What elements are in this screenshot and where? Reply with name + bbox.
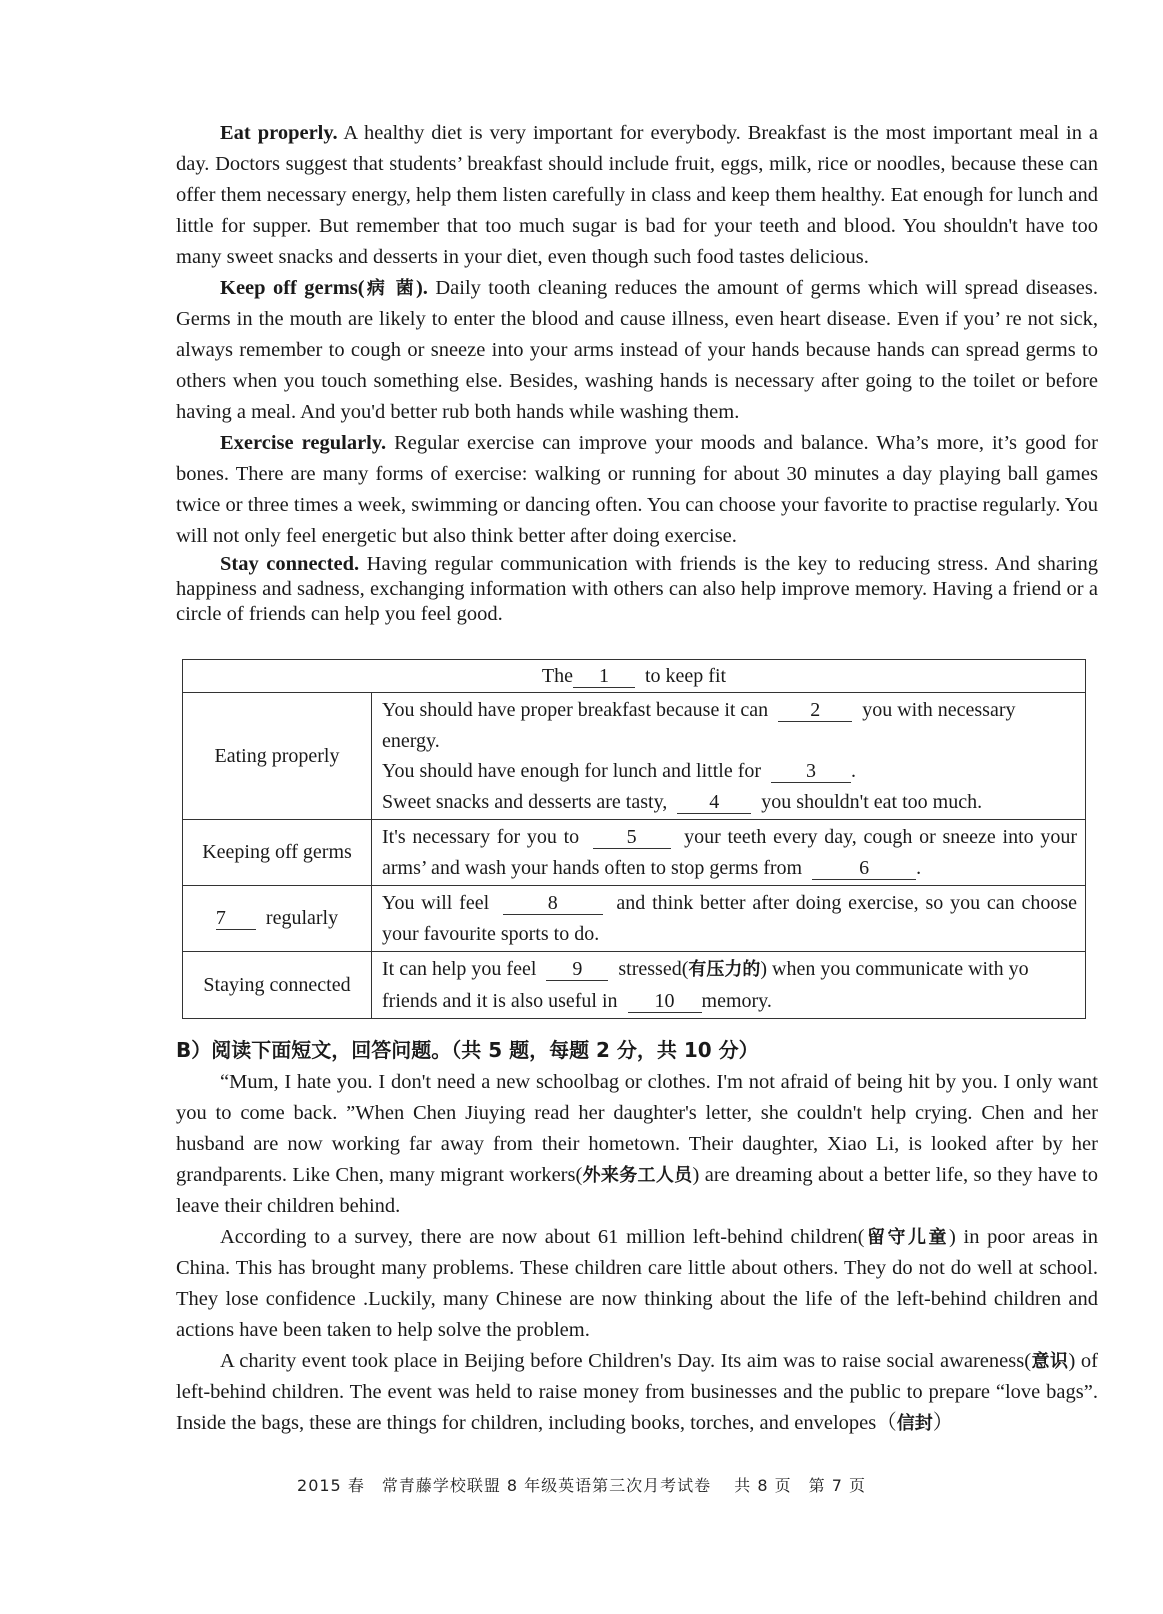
heading-keep-off-germs-cjk: 病 菌 (364, 278, 416, 299)
paragraph-stay-connected (176, 552, 1098, 627)
text-charity-c: ） (932, 1412, 954, 1434)
blank-4[interactable]: 4 (677, 791, 751, 814)
blank-9[interactable]: 9 (546, 958, 608, 981)
heading-stay-connected: Stay connected. (220, 553, 360, 575)
row-text: . (851, 760, 857, 782)
table-row (183, 693, 1086, 820)
row-text: You will feel (382, 892, 490, 914)
page-content (176, 118, 1098, 1439)
keep-fit-table (182, 659, 1086, 1019)
text-survey-b: ) in poor areas in China. This has brought many problems. These children care little about others. They do not do well at school. They lose confidence .Luckily, many Chinese are now thinking about the life of the left-behind children and actions have been taken to help solve the problem. (176, 1226, 1098, 1341)
text-keep-off-germs: Daily tooth cleaning reduces the amount of germs which will spread diseases. Germs in the mouth are likely to enter the blood and cause illness, even heart disease. Even if you’ re not sick, always remember to cough or sneeze into your arms instead of your hands because hands can spread germs to others when you touch something else. Besides, washing hands is necessary after going to the toilet or before having a meal. And you'd better rub both hands while washing them. (176, 277, 1098, 423)
table-title-pre: The (541, 664, 573, 687)
row-text: ) when you communicate with yo (760, 958, 1029, 980)
row-text: your teeth every day, cough or sneeze into your arms’ and wash your hands often to stop germs from (382, 826, 1078, 879)
row-text: and think better after doing exercise, so you can choose your favourite sports to do. (382, 892, 1077, 945)
text-survey-cjk: 留守儿童 (864, 1227, 950, 1248)
paragraph-survey (176, 1222, 1098, 1346)
row-text: friends and it is also useful in (382, 989, 618, 1012)
row-text: . (916, 856, 922, 879)
row-text: It's necessary for you to (382, 826, 580, 848)
heading-keep-off-germs-end: ). (415, 277, 428, 299)
table-row (183, 886, 1086, 952)
blank-10[interactable]: 10 (628, 990, 702, 1013)
table-title (183, 660, 1086, 693)
row-text: memory. (701, 989, 772, 1012)
text-letter-cjk: 外来务工人员 (582, 1165, 693, 1186)
row-content-exercise (372, 886, 1086, 952)
section-b-heading: B）阅读下面短文，回答问题。（共 5 题，每题 2 分，共 10 分） (176, 1038, 759, 1062)
blank-2[interactable]: 2 (778, 699, 852, 722)
row-text: Sweet snacks and desserts are tasty, (382, 790, 668, 813)
table-title-post: to keep fit (645, 664, 727, 687)
text-stay-connected: Having regular communication with friends is the key to reducing stress. And sharing happiness and sadness, exchanging information with others can also help improve memory. Having a friend or a circle of friends can help you feel good. (176, 553, 1098, 625)
row-label-connected: Staying connected (183, 952, 372, 1019)
row-content-connected (372, 952, 1086, 1019)
row-label-germs: Keeping off germs (183, 820, 372, 886)
text-letter-a: “Mum, I hate you. I don't need a new schoolbag or clothes. I'm not afraid of being hit by you. I only want you to come back. ”When Chen Jiuying read her daughter's letter, she couldn't help crying. Chen and her husband are now working far away from their hometown. Their daughter, Xiao Li, is looked after by her grandparents. Like Chen, many migrant workers( (176, 1071, 1098, 1186)
page-footer: 2015 春 常青藤学校联盟 8 年级英语第三次月考试卷 共 8 页 第 7 页 (297, 1476, 866, 1495)
heading-keep-off-germs-text: Keep off germs( (220, 277, 365, 299)
row-line-clipped (382, 954, 1077, 986)
row-text: you with necessary energy. (382, 699, 1016, 752)
table-header-row (183, 660, 1086, 693)
paragraph-keep-off-germs (176, 273, 1098, 428)
row-label-eating: Eating properly (183, 693, 372, 820)
text-charity-a: A charity event took place in Beijing before Children's Day. Its aim was to raise social awareness( (220, 1350, 1032, 1372)
blank-1[interactable]: 1 (573, 665, 635, 688)
blank-5[interactable]: 5 (593, 826, 671, 849)
row-text: You should have enough for lunch and little for (382, 760, 762, 782)
blank-8[interactable]: 8 (503, 892, 603, 915)
text-charity-cjk2: 信封 (896, 1413, 933, 1434)
text-charity-b: ) of left-behind children. The event was held to raise money from businesses and the public to prepare “love bags”. Inside the bags, these are things for children, including books, torches, and envelopes（ (176, 1350, 1099, 1434)
text-charity-cjk: 意识 (1031, 1351, 1069, 1372)
row-text: stressed( (618, 958, 689, 980)
table-row (183, 952, 1086, 1019)
heading-exercise-regularly: Exercise regularly. (220, 432, 387, 454)
text-eat-properly: A healthy diet is very important for everybody. Breakfast is the most important meal in a day. Doctors suggest that students’ breakfast should include fruit, eggs, milk, rice or noodles, because these can offer them necessary energy, help them listen carefully in class and keep them healthy. Eat enough for lunch and little for supper. But remember that too much sugar is bad for your teeth and blood. You shouldn't have too many sweet snacks and desserts in your diet, even though such food tastes delicious. (176, 122, 1098, 268)
blank-7[interactable]: 7 (216, 907, 256, 930)
row-label-exercise (183, 886, 372, 952)
paragraph-charity (176, 1346, 1098, 1439)
row-text: you shouldn't eat too much. (761, 790, 983, 813)
text-survey-a: According to a survey, there are now about 61 million left-behind children( (220, 1226, 865, 1248)
row-content-eating (372, 693, 1086, 820)
blank-3[interactable]: 3 (771, 760, 851, 783)
row-text: You should have proper breakfast because it can (382, 699, 769, 721)
paragraph-letter (176, 1067, 1098, 1222)
text-exercise-regularly: Regular exercise can improve your moods and balance. Wha’s more, it’s good for bones. There are many forms of exercise: walking or running for about 30 minutes a day playing ball games twice or three times a week, swimming or dancing often. You can choose your favorite to practise regularly. You will not only feel energetic but also think better after doing exercise. (176, 432, 1098, 547)
blank-6[interactable]: 6 (812, 857, 916, 880)
paragraph-eat-properly (176, 118, 1098, 273)
heading-eat-properly: Eat properly. (220, 122, 338, 144)
text-letter-b: ) are dreaming about a better life, so they have to leave their children behind. (176, 1164, 1099, 1217)
row-text-cjk: 有压力的 (688, 959, 761, 980)
row-content-germs (372, 820, 1086, 886)
table-row (183, 820, 1086, 886)
paragraph-exercise-regularly (176, 428, 1098, 552)
row-label-text: regularly (265, 907, 339, 929)
heading-keep-off-germs (220, 277, 428, 299)
row-text: It can help you feel (382, 958, 537, 980)
